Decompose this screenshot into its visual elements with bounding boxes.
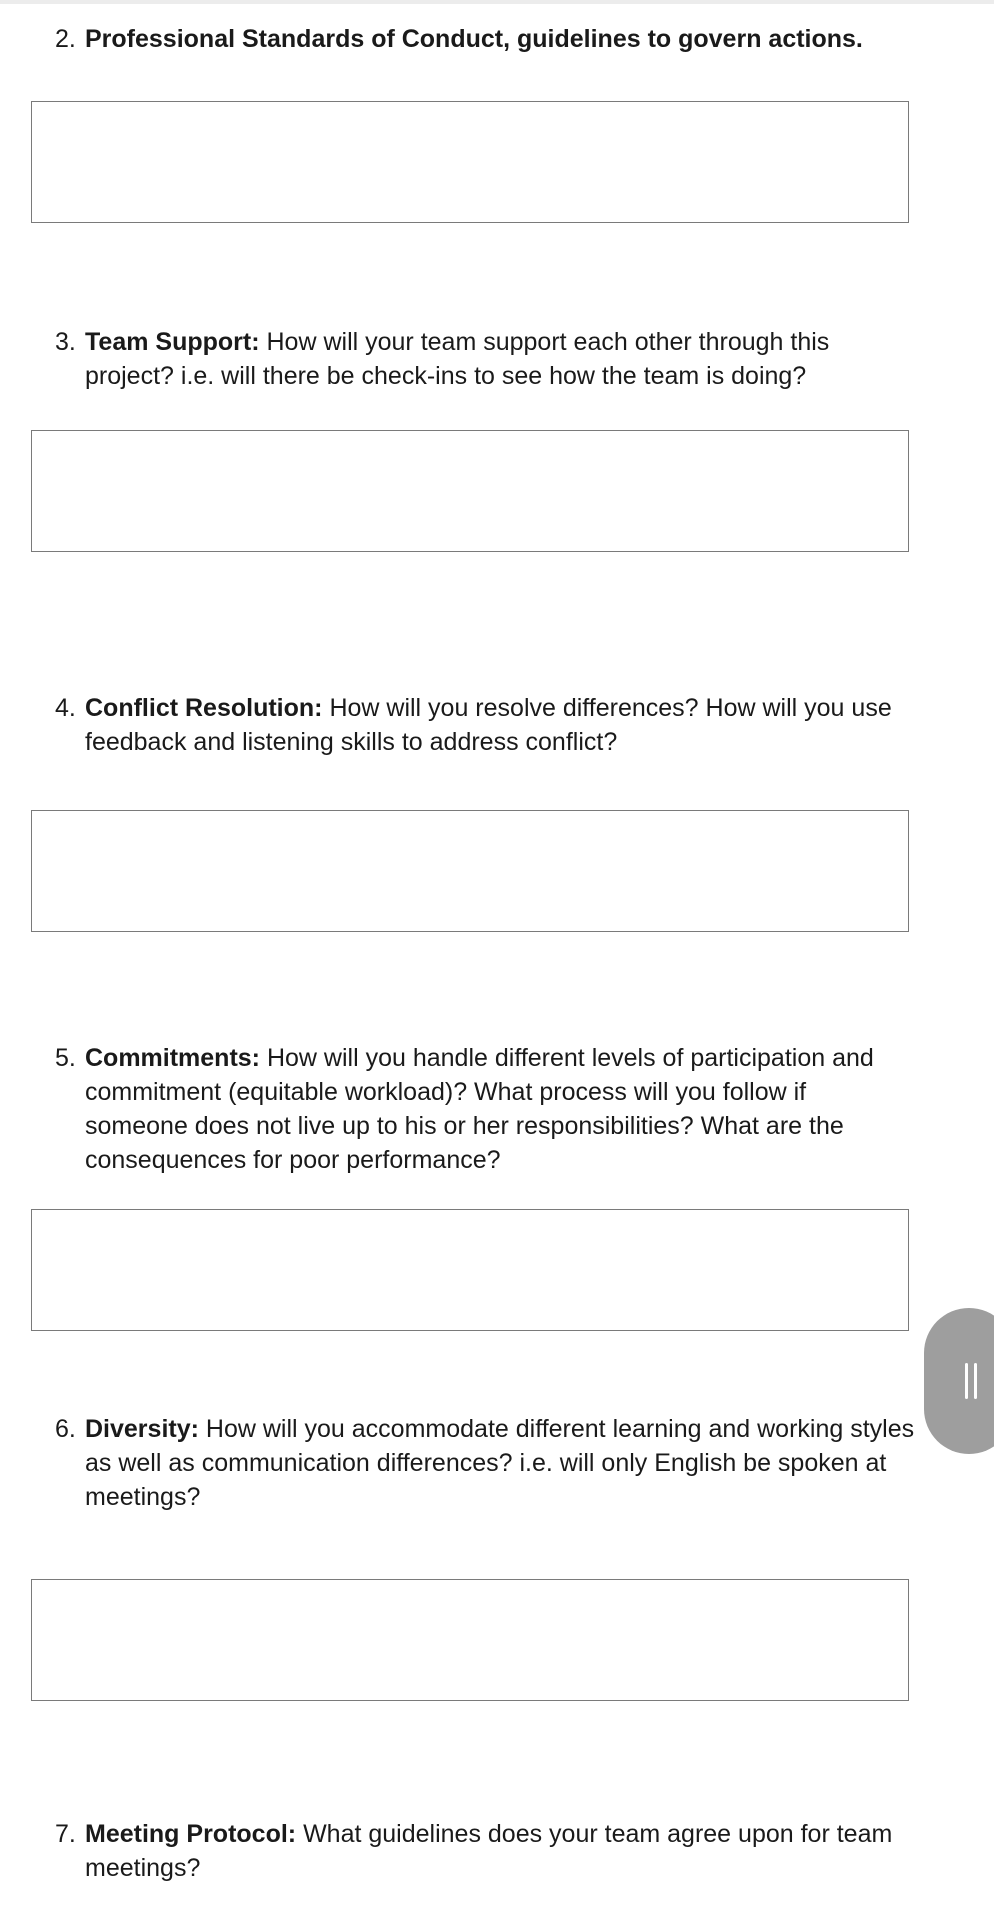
question-body [55,1817,915,1885]
question-text: How will you handle different levels of participation and commitment (equitable workload)? What process will you follow if someone does not live up to his or her responsibilities? What are the consequences for poor performance? [85,1044,874,1174]
question-number: 4. [55,694,76,722]
question-body [55,1041,915,1177]
question-3 [55,325,915,393]
question-number: 5. [55,1044,76,1072]
answer-box-3[interactable] [31,430,909,552]
answer-box-6[interactable] [31,1579,909,1701]
drag-handle-icon [974,1363,977,1399]
question-4 [55,691,915,759]
question-body [55,691,915,759]
question-title: Team Support: [85,328,260,356]
question-number: 6. [55,1415,76,1443]
question-5 [55,1041,915,1177]
question-body [55,22,915,56]
question-title: Diversity: [85,1415,199,1443]
answer-box-5[interactable] [31,1209,909,1331]
question-text: How will you resolve differences? How will you use feedback and listening skills to address conflict? [85,694,892,756]
question-6 [55,1412,915,1514]
answer-box-2[interactable] [31,101,909,223]
drag-handle-icon [965,1363,968,1399]
question-7 [55,1817,915,1885]
question-text: What guidelines does your team agree upon for team meetings? [85,1820,893,1882]
question-text: How will you accommodate different learning and working styles as well as communication differences? i.e. will only English be spoken at meetings? [85,1415,915,1511]
question-number: 3. [55,328,76,356]
scroll-handle[interactable] [924,1308,994,1454]
question-body [55,325,915,393]
top-edge [0,0,994,4]
answer-box-4[interactable] [31,810,909,932]
question-number: 2. [55,25,76,53]
question-title: Commitments: [85,1044,261,1072]
question-body [55,1412,915,1514]
question-title: Professional Standards of Conduct, guidelines to govern actions. [85,25,863,53]
question-2 [55,22,915,56]
question-title: Meeting Protocol: [85,1820,297,1848]
question-text: How will your team support each other through this project? i.e. will there be check-ins to see how the team is doing? [85,328,830,390]
question-number: 7. [55,1820,76,1848]
question-title: Conflict Resolution: [85,694,323,722]
